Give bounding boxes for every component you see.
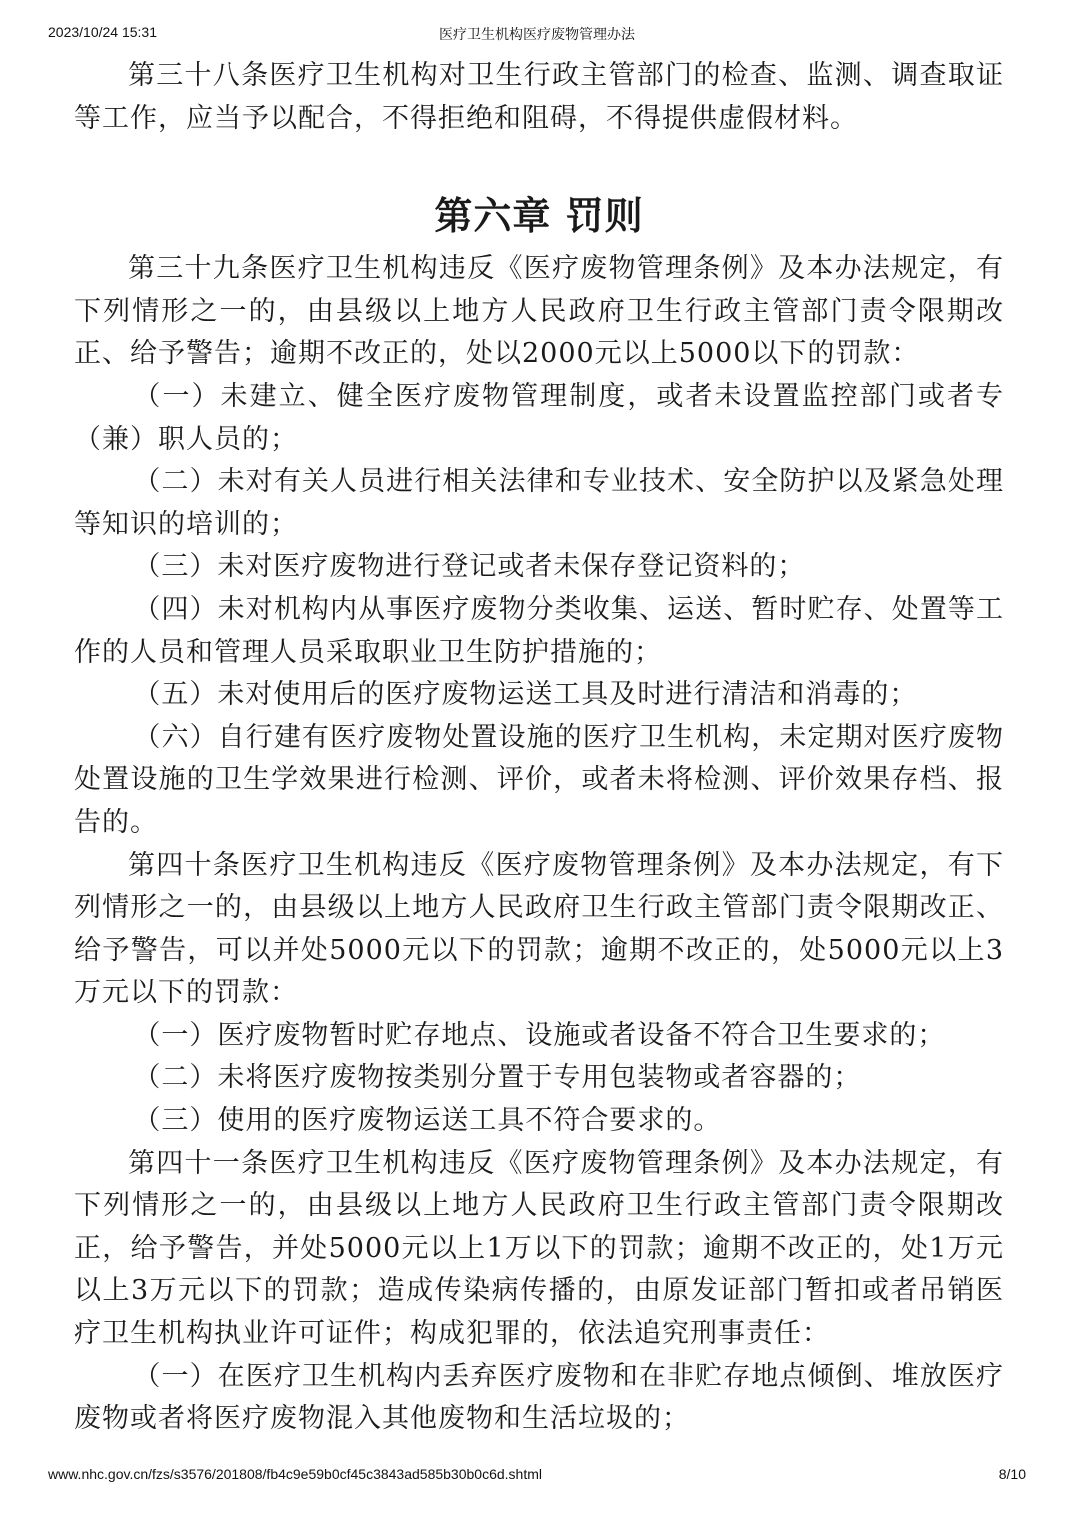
- page-number: 8/10: [998, 1466, 1026, 1482]
- article-38: 第三十八条医疗卫生机构对卫生行政主管部门的检查、监测、调查取证等工作，应当予以配合，不得拒绝和阻碍，不得提供虚假材料。: [74, 60, 1004, 134]
- article-40-item-3: （三）使用的医疗废物运送工具不符合要求的。: [133, 1105, 722, 1137]
- article-40: 第四十条医疗卫生机构违反《医疗废物管理条例》及本办法规定，有下列情形之一的，由县级以上地方人民政府卫生行政主管部门责令限期改正、给予警告，可以并处5000元以下的罚款；逾期不改正的，处5000元以上3万元以下的罚款：: [74, 849, 1004, 1009]
- article-39-item-2: （二）未对有关人员进行相关法律和专业技术、安全防护以及紧急处理等知识的培训的；: [74, 466, 1004, 540]
- print-footer: [48, 1466, 1026, 1488]
- article-39-item-5: （五）未对使用后的医疗废物运送工具及时进行清洁和消毒的；: [133, 679, 918, 711]
- document-body: [74, 55, 1004, 1441]
- chapter-title: 第六章 罚则: [434, 194, 644, 239]
- article-39-item-4: （四）未对机构内从事医疗废物分类收集、运送、暂时贮存、处置等工作的人员和管理人员采取职业卫生防护措施的；: [74, 593, 1004, 668]
- article-39-item-3: （三）未对医疗废物进行登记或者未保存登记资料的；: [133, 551, 806, 583]
- article-39-item-1: （一）未建立、健全医疗废物管理制度，或者未设置监控部门或者专（兼）职人员的；: [74, 380, 1004, 455]
- article-41-item-1: （一）在医疗卫生机构内丢弃医疗废物和在非贮存地点倾倒、堆放医疗废物或者将医疗废物混入其他废物和生活垃圾的；: [74, 1360, 1004, 1435]
- article-41: 第四十一条医疗卫生机构违反《医疗废物管理条例》及本办法规定，有下列情形之一的，由县级以上地方人民政府卫生行政主管部门责令限期改正，给予警告，并处5000元以上1万以下的罚款；逾期不改正的，处1万元以上3万元以下的罚款；造成传染病传播的，由原发证部门暂扣或者吊销医疗卫生机构执业许可证件；构成犯罪的，依法追究刑事责任：: [74, 1147, 1004, 1350]
- article-40-item-2: （二）未将医疗废物按类别分置于专用包装物或者容器的；: [133, 1062, 862, 1094]
- article-40-item-1: （一）医疗废物暂时贮存地点、设施或者设备不符合卫生要求的；: [133, 1019, 946, 1051]
- print-header: [48, 24, 1026, 46]
- page-url: www.nhc.gov.cn/fzs/s3576/201808/fb4c9e59b0cf45c3843ad585b30b0c6d.shtml: [48, 1466, 542, 1482]
- print-date: 2023/10/24 15:31: [48, 24, 157, 40]
- article-39: 第三十九条医疗卫生机构违反《医疗废物管理条例》及本办法规定，有下列情形之一的，由县级以上地方人民政府卫生行政主管部门责令限期改正、给予警告；逾期不改正的，处以2000元以上5000以下的罚款：: [74, 253, 1004, 370]
- article-39-item-6: （六）自行建有医疗废物处置设施的医疗卫生机构，未定期对医疗废物处置设施的卫生学效果进行检测、评价，或者未将检测、评价效果存档、报告的。: [74, 721, 1004, 838]
- document-title: 医疗卫生机构医疗废物管理办法: [439, 26, 635, 42]
